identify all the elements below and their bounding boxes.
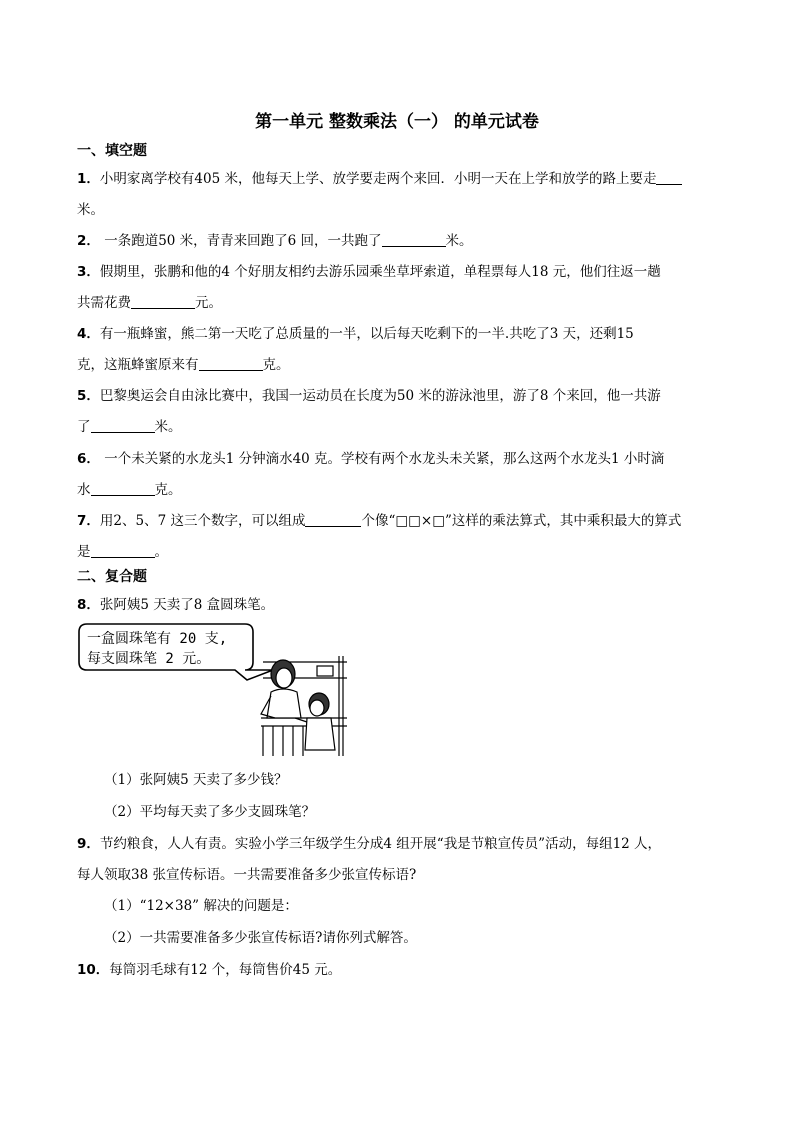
question-10: 10．每筒羽毛球有12 个，每筒售价45 元。 (77, 962, 342, 978)
answer-blank[interactable] (305, 512, 361, 527)
answer-blank[interactable] (91, 543, 155, 558)
question-5-line-2: 了 米。 (77, 419, 182, 435)
question-6-line-1: 6． 一个未关紧的水龙头1 分钟滴水40 克。学校有两个水龙头未关紧，那么这两个水龙头1 小时滴 (77, 451, 665, 467)
question-3-line-1: 3．假期里，张鹏和他的4 个好朋友相约去游乐园乘坐草坪索道，单程票每人18 元，他们往返一趟 (77, 264, 661, 280)
question-4-line-1: 4．有一瓶蜂蜜，熊二第一天吃了总质量的一半，以后每天吃剩下的一半.共吃了3 天，还剩15 (77, 326, 634, 342)
question-number: 10． (77, 962, 110, 978)
answer-blank[interactable] (199, 356, 263, 371)
question-number: 7． (77, 513, 100, 529)
page-title: 第一单元 整数乘法（一） 的单元试卷 (255, 112, 539, 132)
question-7-line-1: 7．用2、5、7 这三个数字，可以组成 个像“□□×□”这样的乘法算式，其中乘积最大的算式 (77, 513, 682, 529)
question-number: 1． (77, 171, 100, 187)
question-8-sub-2: （2）平均每天卖了多少支圆珠笔？ (104, 804, 316, 820)
question-8: 8．张阿姨5 天卖了8 盒圆珠笔。 (77, 597, 275, 613)
question-number: 2． (77, 233, 100, 249)
question-number: 4． (77, 326, 100, 342)
bubble-line-1: 一盒圆珠笔有 20 支, (87, 631, 228, 647)
question-9-sub-2: （2）一共需要准备多少张宣传标语?请你列式解答。 (104, 930, 417, 946)
question-3-line-2: 共需花费 元。 (77, 295, 222, 311)
illustration-svg (77, 622, 349, 756)
answer-blank[interactable] (91, 418, 155, 433)
pen-seller-illustration (77, 622, 349, 756)
answer-blank[interactable] (91, 481, 155, 496)
question-1-line-1: 1．小明家离学校有405 米，他每天上学、放学要走两个来回．小明一天在上学和放学的路上要走 (77, 167, 682, 187)
question-7-line-2: 是 。 (77, 544, 168, 560)
answer-blank[interactable] (382, 232, 446, 247)
answer-blank[interactable] (131, 294, 195, 309)
question-number: 6． (77, 451, 100, 467)
question-5-line-1: 5．巴黎奥运会自由泳比赛中，我国一运动员在长度为50 米的游泳池里，游了8 个来回，他一共游 (77, 388, 661, 404)
question-number: 8． (77, 597, 100, 613)
question-1-line-2: 米。 (77, 202, 104, 218)
section-composite-heading: 二、复合题 (77, 569, 147, 585)
section-fill-blank-heading: 一、填空题 (77, 143, 147, 159)
question-6-line-2: 水 克。 (77, 482, 182, 498)
customer-figure (295, 693, 335, 750)
question-9-line-2: 每人领取38 张宣传标语。一共需要准备多少张宣传标语? (77, 867, 417, 883)
question-4-line-2: 克，这瓶蜂蜜原来有 克。 (77, 357, 290, 373)
question-9-sub-1: （1）“12×38” 解决的问题是： (104, 898, 298, 914)
question-9-line-1: 9．节约粮食，人人有责。实验小学三年级学生分成4 组开展“我是节粮宣传员”活动，每组12 人， (77, 836, 662, 852)
question-number: 3． (77, 264, 100, 280)
question-8-sub-1: （1）张阿姨5 天卖了多少钱？ (104, 772, 288, 788)
question-number: 9． (77, 836, 100, 852)
question-2: 2． 一条跑道50 米，青青来回跑了6 回，一共跑了 米。 (77, 233, 473, 249)
question-number: 5． (77, 388, 100, 404)
answer-blank[interactable] (656, 170, 682, 185)
bubble-line-2: 每支圆珠笔 2 元。 (87, 651, 211, 667)
seller-figure (261, 660, 301, 718)
